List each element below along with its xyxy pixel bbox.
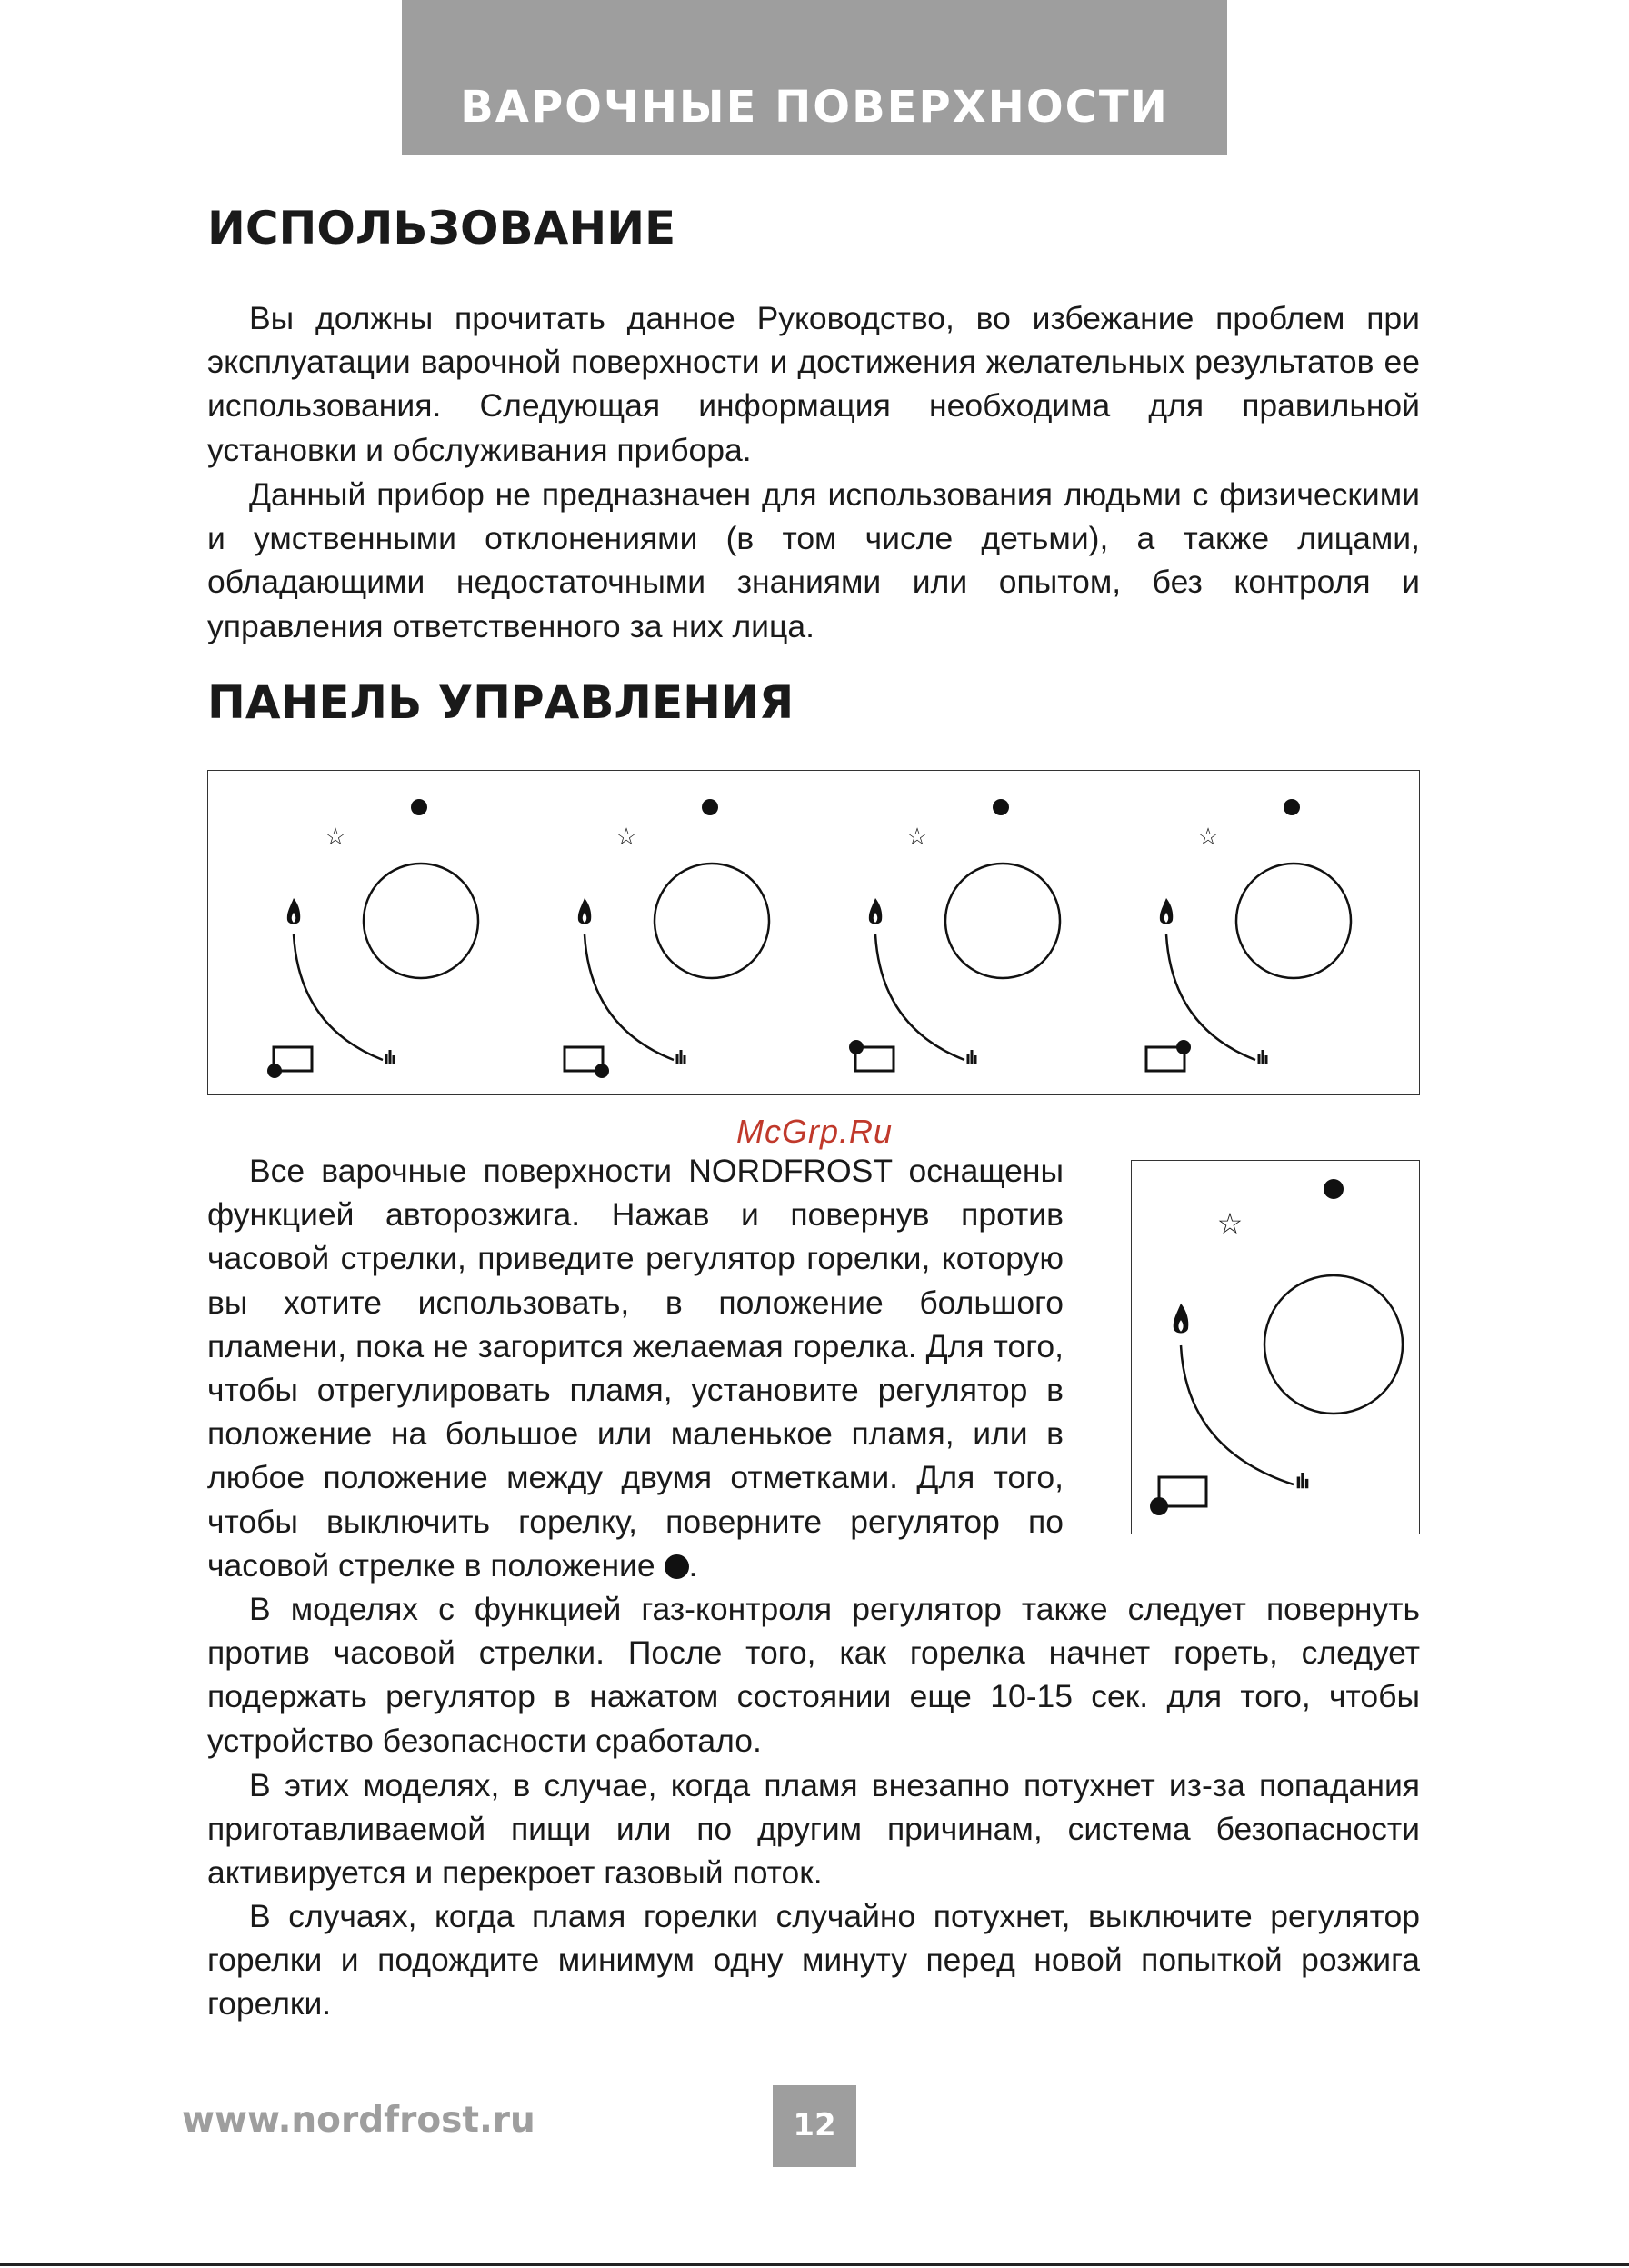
usage-paragraph-1: Вы должны прочитать данное Руководство, во избежание проблем при эксплуатации варочной поверхности и достижения желательных результатов ее использования. Следующая информация необходима для правильной установки и обслуживания прибора. <box>207 300 1420 468</box>
knob-2 <box>565 799 769 1078</box>
watermark: McGrp.Ru <box>735 1113 894 1150</box>
control-paragraph-2: В моделях с функцией газ-контроля регулятор также следует повернуть против часовой стрелки. После того, как горелка начнет гореть, следует подержать регулятор в нажатом состоянии еще 10-15 сек. для того, чтобы устройство безопасности сработало. <box>207 1591 1420 1759</box>
single-knob-diagram <box>1131 1160 1420 1534</box>
control-paragraph-1 <box>207 1149 1064 1587</box>
large-flame-icon <box>1174 1304 1189 1334</box>
knob-4-position-dot <box>1176 1040 1191 1054</box>
footer-website: www.nordfrost.ru <box>182 2100 535 2141</box>
usage-heading: ИСПОЛЬЗОВАНИЕ <box>207 202 676 255</box>
control-paragraph-3: В этих моделях, в случае, когда пламя внезапно потухнет из-за попадания приготавливаемой пищи или по другим причинам, система безопасности активируется и перекроет газовый поток. <box>207 1767 1420 1892</box>
off-position-dot-icon <box>665 1554 689 1579</box>
single-knob-illustration <box>1132 1161 1419 1534</box>
knob-3-position-dot <box>849 1040 864 1054</box>
control-panel-diagram <box>207 770 1420 1095</box>
control-panel-heading: ПАНЕЛЬ УПРАВЛЕНИЯ <box>207 676 795 729</box>
knob-2-position-dot <box>595 1064 609 1078</box>
flame-arc <box>1181 1345 1294 1484</box>
control-paragraph-4: В случаях, когда пламя горелки случайно потухнет, выключите регулятор горелки и подождите минимум одну минуту перед новой попыткой розжига горелки. <box>207 1898 1420 2023</box>
control-knobs-illustration <box>208 771 1419 1094</box>
control-paragraph-1-text: Все варочные поверхности NORDFROST оснащены функцией авторозжига. Нажав и повернув против часовой стрелки, приведите регулятор горелки, которую вы хотите использовать, в положение большого пламени, пока не загорится желаемая горелка. Для того, чтобы отрегулировать пламя, установите регулятор в положение на большое или маленькое пламя, или в любое положение между двумя отметками. Для того, чтобы выключить горелку, поверните регулятор по часовой стрелке в положение <box>207 1153 1064 1584</box>
off-position-dot <box>1324 1179 1344 1199</box>
knob-1-position-dot <box>267 1064 282 1078</box>
section-title: ВАРОЧНЫЕ ПОВЕРХНОСТИ <box>460 82 1169 133</box>
page-number-box <box>773 2085 856 2167</box>
knob-circle <box>1264 1275 1403 1414</box>
bottom-rule <box>0 2263 1629 2266</box>
star-icon: ☆ <box>1216 1206 1244 1241</box>
header-band <box>402 0 1227 155</box>
pointer-dot <box>1150 1497 1168 1515</box>
control-paragraph-1-end: . <box>688 1546 698 1584</box>
page-number: 12 <box>793 2107 836 2143</box>
knob-3 <box>849 799 1060 1071</box>
knob-1 <box>267 799 478 1078</box>
small-flame-icon <box>1298 1473 1306 1488</box>
usage-paragraph-2: Данный прибор не предназначен для использования людьми с физическими и умственными отклонениями (в том числе детьми), а также лицами, обладающими недостаточными знаниями или опытом, без контроля и управления ответственного за них лица. <box>207 476 1420 644</box>
knob-4 <box>1146 799 1351 1071</box>
